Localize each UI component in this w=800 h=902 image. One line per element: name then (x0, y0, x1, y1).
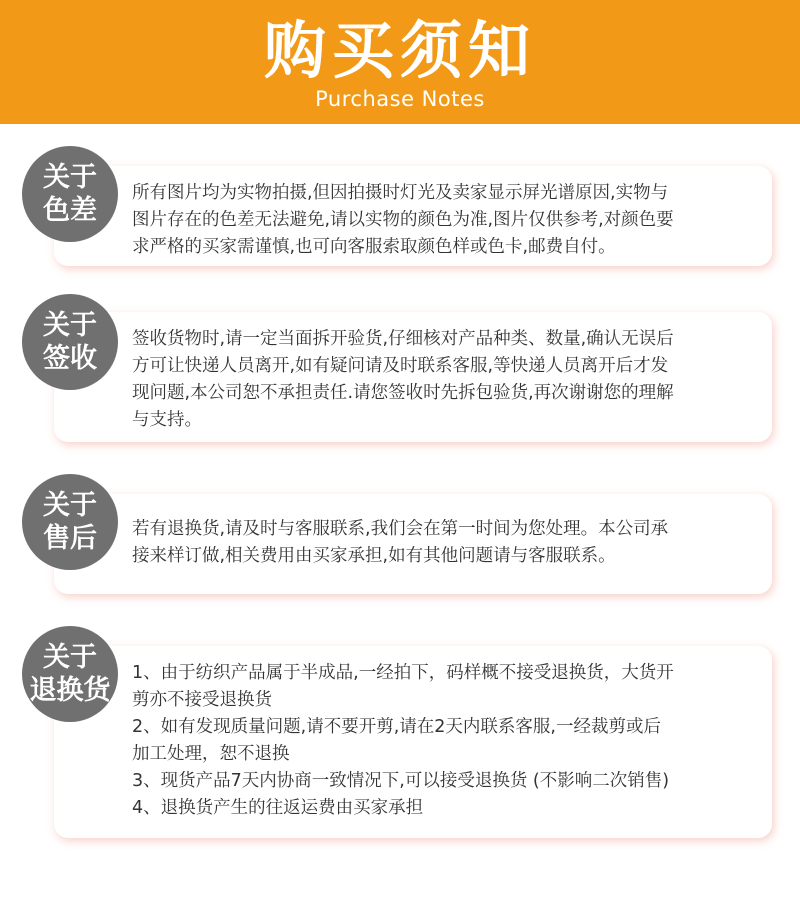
page-title: 购买须知 (263, 14, 536, 87)
badge-line1: 关于 (43, 642, 97, 673)
badge-line1: 关于 (43, 162, 97, 193)
badge-line2: 签收 (43, 343, 97, 374)
page-subtitle: Purchase Notes (315, 87, 485, 111)
notice-text-receipt: 签收货物时,请一定当面拆开验货,仔细核对产品种类、数量,确认无误后 方可让快递人员离开,如有疑问请及时联系客服,等快递人员离开后才发 现问题,本公司恕不承担责任.请您签收时先拆包验货,再次谢谢您的理解 与支持。 (132, 329, 674, 430)
badge-returns (22, 626, 118, 722)
header-banner (0, 0, 800, 124)
notice-text-aftersales: 若有退换货,请及时与客服联系,我们会在第一时间为您处理。本公司承 接来样订做,相关费用由买家承担,如有其他问题请与客服联系。 (132, 519, 669, 566)
notice-card-returns (54, 646, 772, 838)
notice-card-receipt (54, 312, 772, 442)
badge-aftersales (22, 474, 118, 570)
notice-text-returns: 1、由于纺织产品属于半成品,一经拍下，码样概不接受退换货，大货开 剪亦不接受退换货 2、如有发现质量问题,请不要开剪,请在2天内联系客服,一经裁剪或后 加工处理，恕不退换 3、现货产品7天内协商一致情况下,可以接受退换货 (不影响二次销售) 4、退换货产生的往返运费由买家承担 (132, 663, 674, 818)
notice-text-color: 所有图片均为实物拍摄,但因拍摄时灯光及卖家显示屏光谱原因,实物与 图片存在的色差无法避免,请以实物的颜色为准,图片仅供参考,对颜色要 求严格的买家需谨慎,也可向客服索取颜色样或色卡,邮费自付。 (132, 183, 674, 257)
badge-line2: 色差 (43, 195, 97, 226)
badge-line1: 关于 (43, 310, 97, 341)
notice-card-color (54, 166, 772, 266)
badge-color-difference (22, 146, 118, 242)
badge-line2: 售后 (43, 523, 97, 554)
badge-receipt (22, 294, 118, 390)
notice-card-aftersales (54, 494, 772, 594)
badge-line2: 退换货 (29, 675, 111, 706)
badge-line1: 关于 (43, 490, 97, 521)
